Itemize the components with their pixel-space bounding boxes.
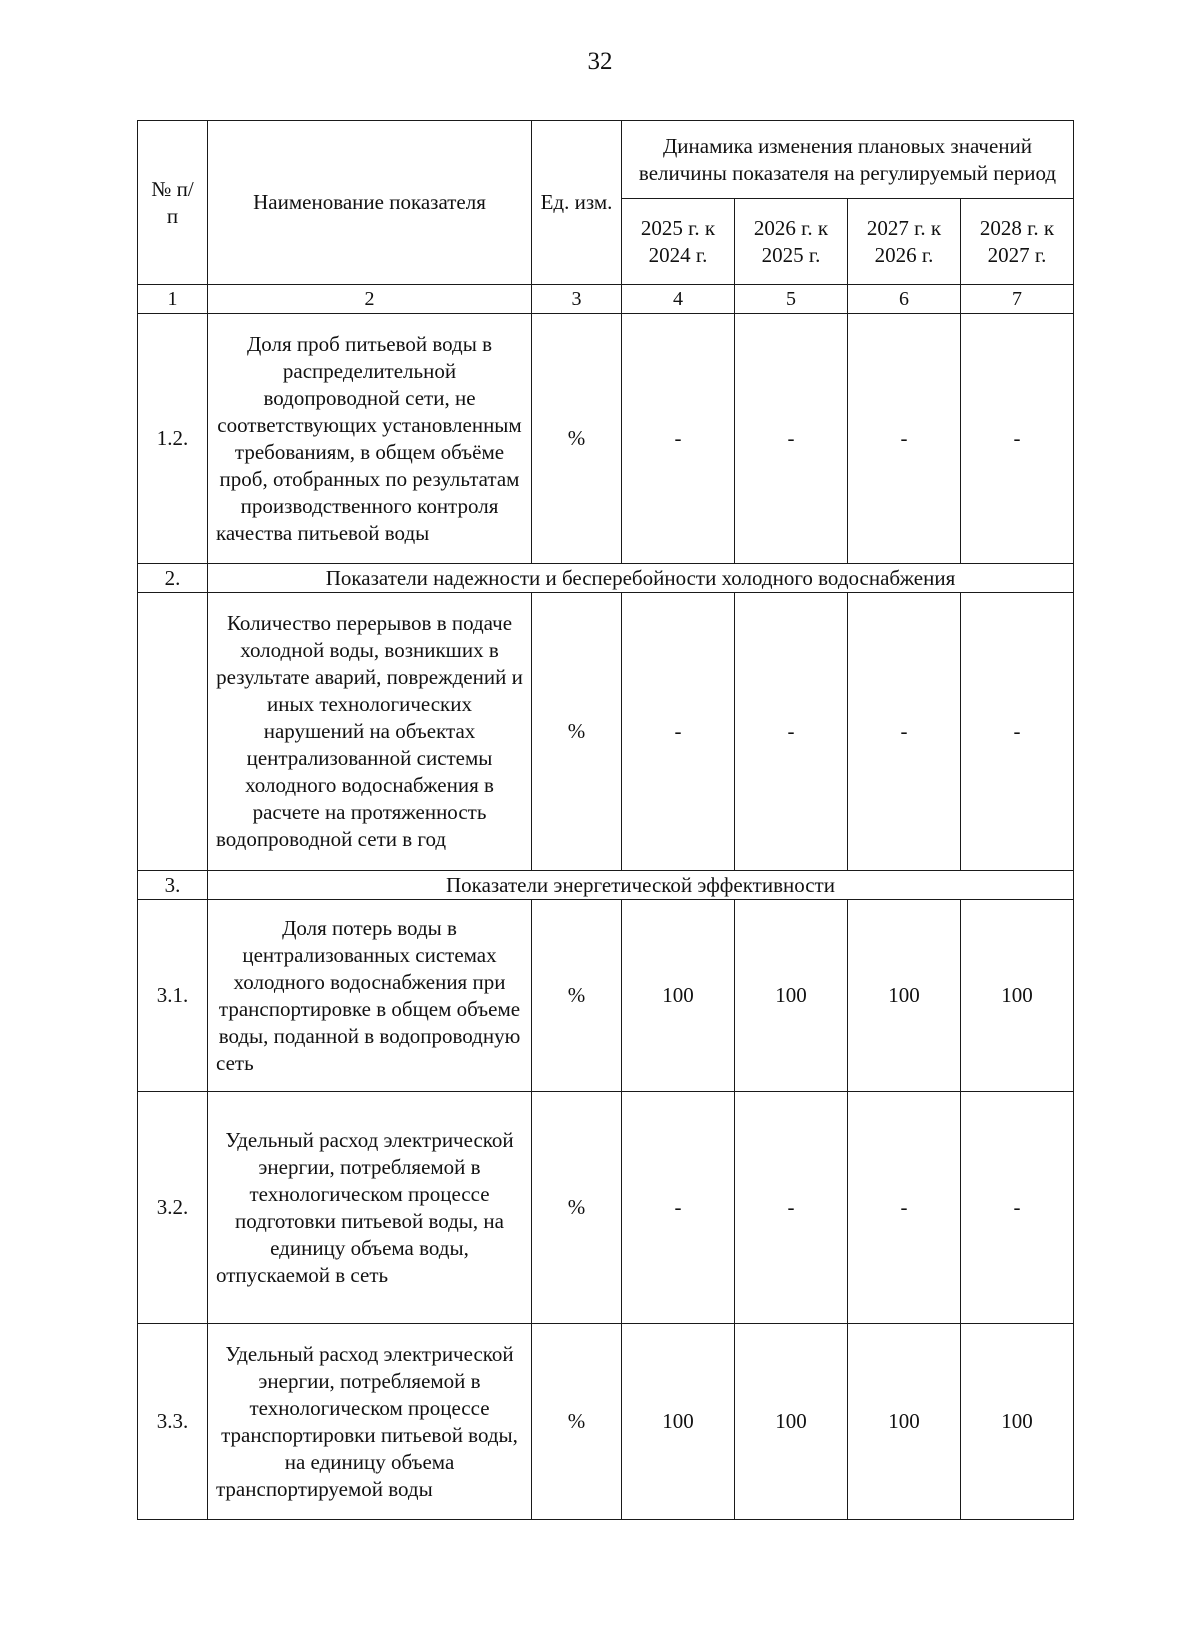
section-title: Показатели надежности и бесперебойности холодного водоснабжения xyxy=(208,564,1074,593)
row-num: 3.2. xyxy=(138,1092,208,1324)
column-number: 6 xyxy=(848,285,961,314)
section-row xyxy=(138,871,1074,900)
table-row xyxy=(138,900,1074,1092)
row-value: 100 xyxy=(622,1324,735,1520)
column-number: 2 xyxy=(208,285,532,314)
section-num: 3. xyxy=(138,871,208,900)
column-number: 4 xyxy=(622,285,735,314)
row-name: Удельный расход электрической энергии, потребляемой в технологическом процессе транспортировки питьевой воды, на единицу объема транспортируемой воды xyxy=(208,1324,532,1520)
column-number: 1 xyxy=(138,285,208,314)
row-value: - xyxy=(961,1092,1074,1324)
row-value: 100 xyxy=(622,900,735,1092)
column-number-row xyxy=(138,285,1074,314)
header-period: 2028 г. к 2027 г. xyxy=(961,199,1074,285)
row-value: - xyxy=(961,593,1074,871)
row-value: - xyxy=(622,1092,735,1324)
header-period: 2027 г. к 2026 г. xyxy=(848,199,961,285)
row-value: 100 xyxy=(735,1324,848,1520)
row-value: 100 xyxy=(848,1324,961,1520)
row-value: 100 xyxy=(961,900,1074,1092)
header-unit: Ед. изм. xyxy=(532,121,622,285)
page-number: 32 xyxy=(587,48,613,75)
column-number: 7 xyxy=(961,285,1074,314)
row-value: - xyxy=(735,593,848,871)
row-value: - xyxy=(735,1092,848,1324)
column-number: 3 xyxy=(532,285,622,314)
row-unit: % xyxy=(532,1324,622,1520)
row-value: - xyxy=(735,314,848,564)
row-value: - xyxy=(961,314,1074,564)
header-period: 2026 г. к 2025 г. xyxy=(735,199,848,285)
header-dynamics: Динамика изменения плановых значений величины показателя на регулируемый период xyxy=(622,121,1074,199)
header-row-top xyxy=(138,121,1074,199)
column-number: 5 xyxy=(735,285,848,314)
row-value: - xyxy=(622,593,735,871)
table-row xyxy=(138,314,1074,564)
row-unit: % xyxy=(532,314,622,564)
row-value: - xyxy=(848,314,961,564)
row-name: Удельный расход электрической энергии, потребляемой в технологическом процессе подготовки питьевой воды, на единицу объема воды, отпускаемой в сеть xyxy=(208,1092,532,1324)
section-num: 2. xyxy=(138,564,208,593)
header-name: Наименование показателя xyxy=(208,121,532,285)
row-unit: % xyxy=(532,593,622,871)
row-value: - xyxy=(848,1092,961,1324)
row-unit: % xyxy=(532,900,622,1092)
row-value: - xyxy=(622,314,735,564)
section-title: Показатели энергетической эффективности xyxy=(208,871,1074,900)
row-name: Доля проб питьевой воды в распределительной водопроводной сети, не соответствующих установленным требованиям, в общем объёме проб, отобранных по результатам производственного контроля качества питьевой воды xyxy=(208,314,532,564)
row-value: 100 xyxy=(735,900,848,1092)
header-period: 2025 г. к 2024 г. xyxy=(622,199,735,285)
section-row xyxy=(138,564,1074,593)
row-name: Доля потерь воды в централизованных системах холодного водоснабжения при транспортировке в общем объеме воды, поданной в водопроводную сеть xyxy=(208,900,532,1092)
row-value: 100 xyxy=(848,900,961,1092)
row-num xyxy=(138,593,208,871)
row-unit: % xyxy=(532,1092,622,1324)
header-num: № п/п xyxy=(138,121,208,285)
indicators-table xyxy=(137,120,1074,1520)
table-row xyxy=(138,1324,1074,1520)
table-row xyxy=(138,593,1074,871)
row-num: 3.3. xyxy=(138,1324,208,1520)
table-row xyxy=(138,1092,1074,1324)
row-num: 1.2. xyxy=(138,314,208,564)
row-num: 3.1. xyxy=(138,900,208,1092)
row-name: Количество перерывов в подаче холодной воды, возникших в результате аварий, повреждений и иных технологических нарушений на объектах централизованной системы холодного водоснабжения в расчете на протяженность водопроводной сети в год xyxy=(208,593,532,871)
row-value: 100 xyxy=(961,1324,1074,1520)
row-value: - xyxy=(848,593,961,871)
